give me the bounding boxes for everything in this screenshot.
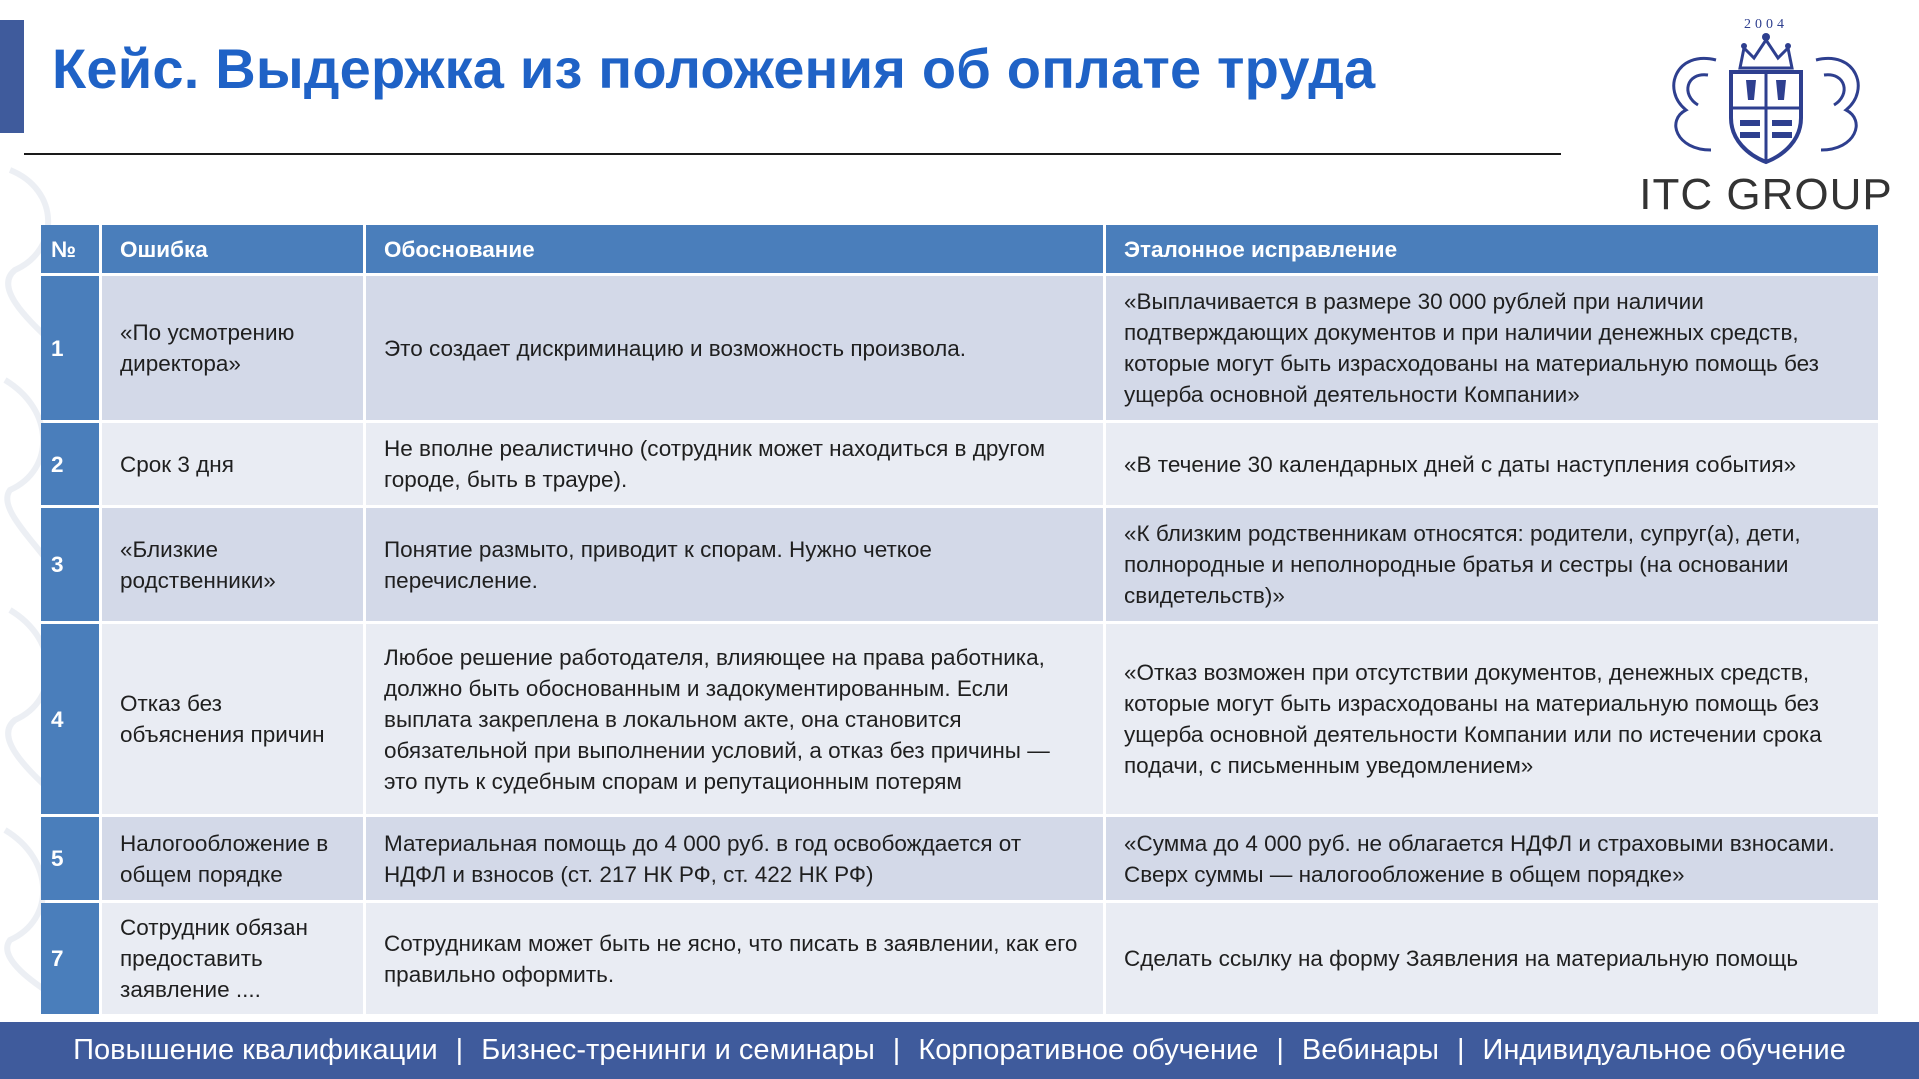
footer-item: Корпоративное обучение <box>918 1034 1259 1066</box>
header-error: Ошибка <box>102 225 363 273</box>
row-number: 7 <box>41 903 99 1014</box>
row-fix: «Отказ возможен при отсутствии документов, денежных средств, которые могут быть израсходованы на материальную помощь без ущерба основной деятельности Компании или по истечении срока подачи, с письменным уведомлением» <box>1106 624 1878 814</box>
row-error: «По усмотрению директора» <box>102 276 363 420</box>
table-header-row <box>41 225 1878 273</box>
row-fix: Сделать ссылку на форму Заявления на материальную помощь <box>1106 903 1878 1014</box>
itc-group-logo <box>1636 10 1896 219</box>
row-reason: Любое решение работодателя, влияющее на права работника, должно быть обоснованным и задокументированным. Если выплата закреплена в локальном акте, она становится обязательной при выполнении условий, а отказ без причины — это путь к судебным спорам и репутационным потерям <box>366 624 1103 814</box>
errors-table <box>38 222 1881 1017</box>
row-reason: Сотрудникам может быть не ясно, что писать в заявлении, как его правильно оформить. <box>366 903 1103 1014</box>
row-error: Сотрудник обязан предоставить заявление .... <box>102 903 363 1014</box>
row-error: Отказ без объяснения причин <box>102 624 363 814</box>
row-number: 3 <box>41 508 99 621</box>
table-row <box>41 276 1878 420</box>
row-reason: Понятие размыто, приводит к спорам. Нужно четкое перечисление. <box>366 508 1103 621</box>
footer-item: Бизнес-тренинги и семинары <box>481 1034 875 1066</box>
row-error: Налогообложение в общем порядке <box>102 817 363 900</box>
row-fix: «В течение 30 календарных дней с даты наступления события» <box>1106 423 1878 505</box>
errors-table-container <box>38 222 1866 1017</box>
header-fix: Эталонное исправление <box>1106 225 1878 273</box>
footer-separator: | <box>455 1034 464 1066</box>
table-row <box>41 624 1878 814</box>
header-reason: Обоснование <box>366 225 1103 273</box>
footer-separator: | <box>1456 1034 1465 1066</box>
row-reason: Материальная помощь до 4 000 руб. в год освобождается от НДФЛ и взносов (ст. 217 НК РФ, ст. 422 НК РФ) <box>366 817 1103 900</box>
row-reason: Не вполне реалистично (сотрудник может находиться в другом городе, быть в трауре). <box>366 423 1103 505</box>
logo-year: 2004 <box>1744 17 1788 32</box>
row-number: 2 <box>41 423 99 505</box>
footer-separator: | <box>1276 1034 1284 1066</box>
footer-item: Повышение квалификации <box>73 1034 438 1066</box>
row-fix: «Выплачивается в размере 30 000 рублей при наличии подтверждающих документов и при наличии денежных средств, которые могут быть израсходованы на материальную помощь без ущерба основной деятельности Компании» <box>1106 276 1878 420</box>
logo-text: ITC GROUP <box>1639 170 1893 219</box>
footer-bar <box>0 1022 1919 1079</box>
row-error: «Близкие родственники» <box>102 508 363 621</box>
table-row <box>41 508 1878 621</box>
table-row <box>41 423 1878 505</box>
row-fix: «Сумма до 4 000 руб. не облагается НДФЛ и страховыми взносами. Сверх суммы — налогообложение в общем порядке» <box>1106 817 1878 900</box>
crest-emblem-icon <box>1636 10 1896 170</box>
header-number: № <box>41 225 99 273</box>
table-row <box>41 817 1878 900</box>
page-title: Кейс. Выдержка из положения об оплате труда <box>52 37 1376 100</box>
left-accent-bar <box>0 20 24 133</box>
title-divider <box>24 153 1561 155</box>
footer-separator: | <box>892 1034 901 1066</box>
table-row <box>41 903 1878 1014</box>
row-number: 5 <box>41 817 99 900</box>
footer-item: Индивидуальное обучение <box>1482 1034 1846 1066</box>
row-fix: «К близким родственникам относятся: родители, супруг(а), дети, полнородные и неполнородные братья и сестры (на основании свидетельств)» <box>1106 508 1878 621</box>
row-reason: Это создает дискриминацию и возможность произвола. <box>366 276 1103 420</box>
footer-item: Вебинары <box>1301 1034 1439 1066</box>
row-error: Срок 3 дня <box>102 423 363 505</box>
row-number: 4 <box>41 624 99 814</box>
row-number: 1 <box>41 276 99 420</box>
